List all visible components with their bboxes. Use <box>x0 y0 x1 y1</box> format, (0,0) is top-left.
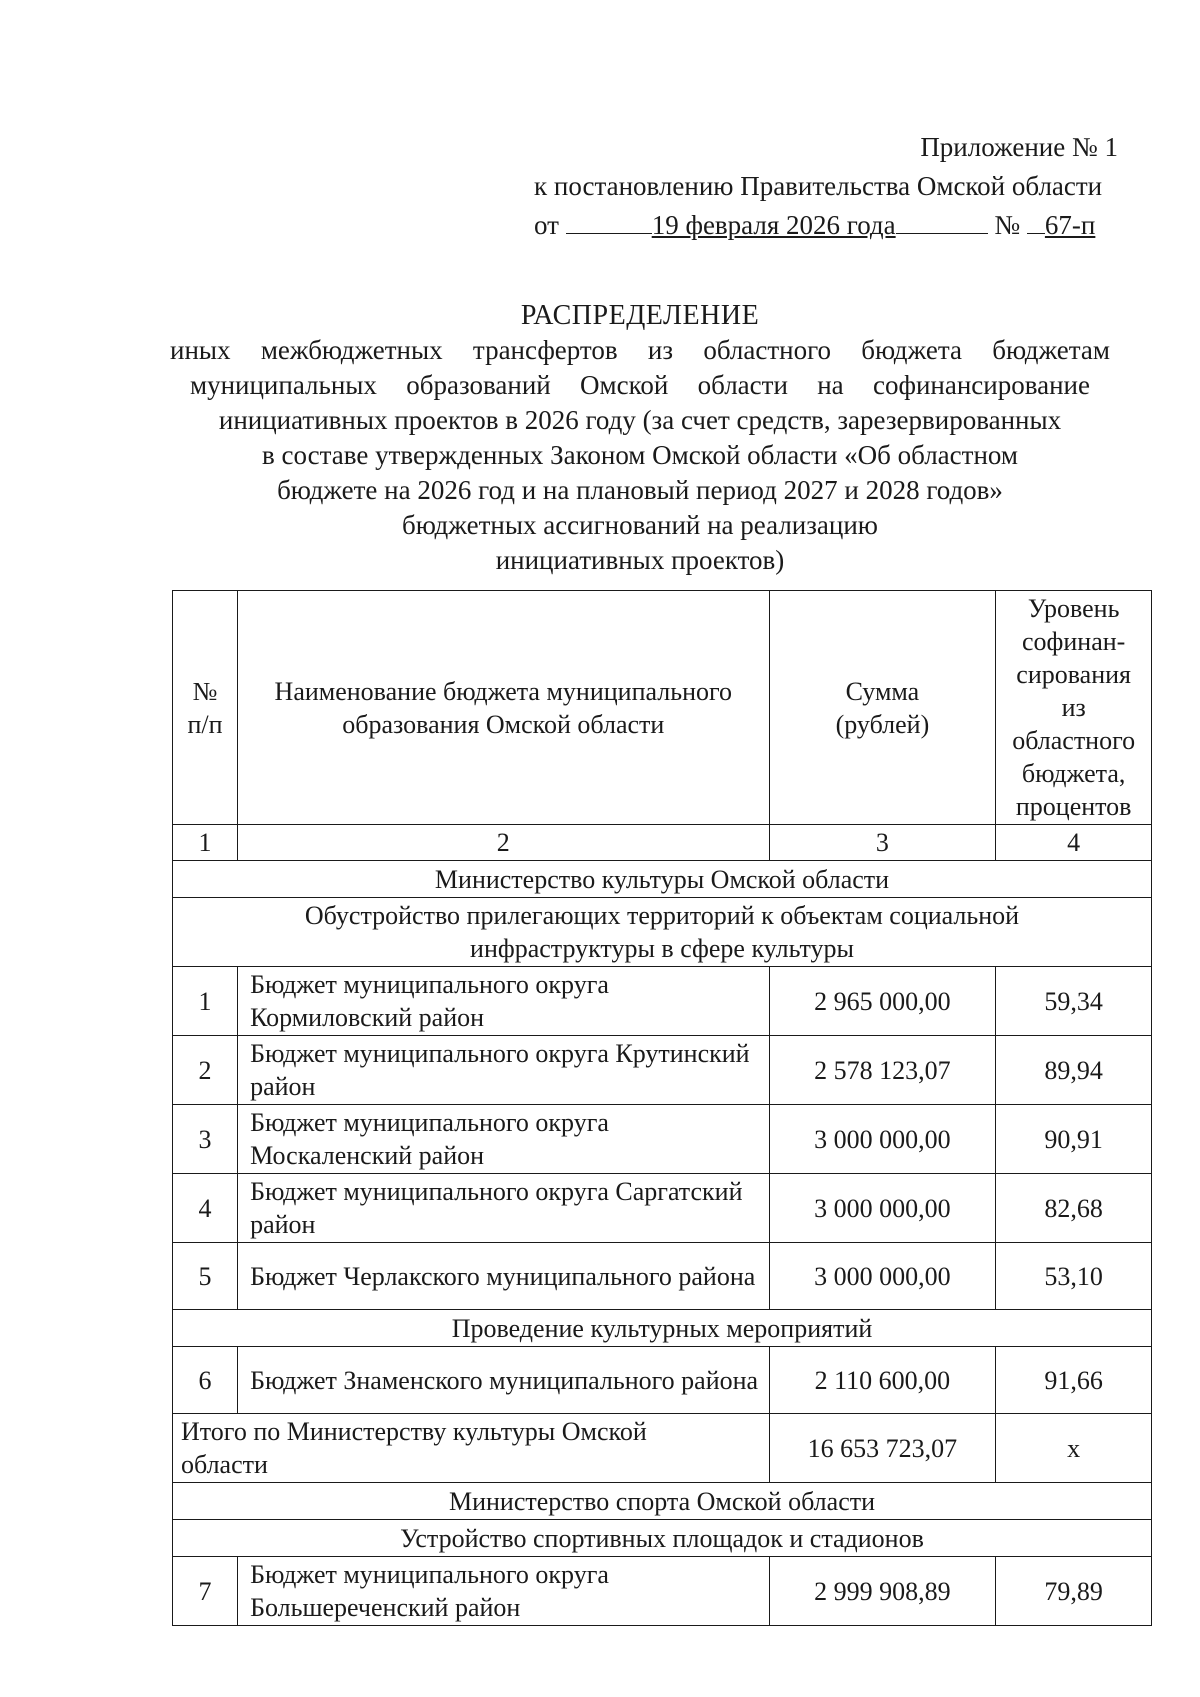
table-row <box>173 967 1152 1036</box>
row-name: Бюджет муниципального округа Саргатский район <box>238 1174 769 1243</box>
row-sum: 2 110 600,00 <box>769 1347 996 1414</box>
row-level: 79,89 <box>996 1557 1152 1626</box>
colnum: 4 <box>996 825 1152 861</box>
row-name: Бюджет муниципального округа Кормиловский район <box>238 967 769 1036</box>
underline-filler <box>566 209 652 234</box>
section-sport: Устройство спортивных площадок и стадионов <box>173 1520 1152 1557</box>
header-name: Наименование бюджета муниципального образования Омской области <box>238 591 769 825</box>
row-sum: 2 999 908,89 <box>769 1557 996 1626</box>
annex-date: 19 февраля 2026 года <box>651 210 896 240</box>
ministry-row <box>173 861 1152 898</box>
row-level: 91,66 <box>996 1347 1152 1414</box>
row-sum: 2 578 123,07 <box>769 1036 996 1105</box>
distribution-table <box>172 590 1152 1626</box>
table-row <box>173 1557 1152 1626</box>
annex-date-line <box>520 206 1140 245</box>
annex-title: Приложение № 1 <box>920 132 1118 162</box>
header-sum: Сумма (рублей) <box>769 591 996 825</box>
row-num: 1 <box>173 967 238 1036</box>
title-line: иных межбюджетных трансфертов из областного бюджета бюджетам <box>170 335 1110 365</box>
total-level: х <box>996 1414 1152 1483</box>
underline-filler <box>896 209 988 234</box>
row-name: Бюджет муниципального округа Крутинский район <box>238 1036 769 1105</box>
row-num: 6 <box>173 1347 238 1414</box>
row-num: 4 <box>173 1174 238 1243</box>
total-sum: 16 653 723,07 <box>769 1414 996 1483</box>
underline-filler <box>1027 209 1045 234</box>
header-level: Уровень софинан-сирования из областного бюджета, процентов <box>996 591 1152 825</box>
row-sum: 2 965 000,00 <box>769 967 996 1036</box>
table-row <box>173 1243 1152 1310</box>
row-num: 5 <box>173 1243 238 1310</box>
table-row <box>173 1174 1152 1243</box>
title-line: инициативных проектов) <box>495 545 785 575</box>
title-line: муниципальных образований Омской области на софинансирование <box>190 370 1090 400</box>
ministry-sport: Министерство спорта Омской области <box>173 1483 1152 1520</box>
colnum: 3 <box>769 825 996 861</box>
row-level: 90,91 <box>996 1105 1152 1174</box>
annex-decree: к постановлению Правительства Омской области <box>534 171 1103 201</box>
section-territory: Обустройство прилегающих территорий к объектам социальной инфраструктуры в сфере культуры <box>173 898 1152 967</box>
ministry-culture: Министерство культуры Омской области <box>173 861 1152 898</box>
row-name: Бюджет муниципального округа Москаленский район <box>238 1105 769 1174</box>
row-sum: 3 000 000,00 <box>769 1243 996 1310</box>
total-label: Итого по Министерству культуры Омской области <box>173 1414 770 1483</box>
row-name: Бюджет Черлакского муниципального района <box>238 1243 769 1310</box>
annex-prefix: от <box>534 210 559 240</box>
title-line: бюджетных ассигнований на реализацию <box>402 510 878 540</box>
section-row <box>173 898 1152 967</box>
row-level: 89,94 <box>996 1036 1152 1105</box>
table-row <box>173 1036 1152 1105</box>
annex-number-label: № <box>994 210 1021 240</box>
row-num: 7 <box>173 1557 238 1626</box>
section-row <box>173 1520 1152 1557</box>
row-level: 59,34 <box>996 967 1152 1036</box>
row-level: 53,10 <box>996 1243 1152 1310</box>
section-row <box>173 1310 1152 1347</box>
title-line: инициативных проектов в 2026 году (за счет средств, зарезервированных <box>218 405 1062 435</box>
title-line: в составе утвержденных Законом Омской области «Об областном <box>262 440 1018 470</box>
column-number-row <box>173 825 1152 861</box>
row-level: 82,68 <box>996 1174 1152 1243</box>
row-sum: 3 000 000,00 <box>769 1105 996 1174</box>
row-num: 2 <box>173 1036 238 1105</box>
title-line: бюджете на 2026 год и на плановый период 2027 и 2028 годов» <box>277 475 1003 505</box>
header-num: № п/п <box>173 591 238 825</box>
ministry-row <box>173 1483 1152 1520</box>
colnum: 1 <box>173 825 238 861</box>
annex-number: 67-п <box>1044 210 1096 240</box>
row-name: Бюджет Знаменского муниципального района <box>238 1347 769 1414</box>
colnum: 2 <box>238 825 769 861</box>
row-sum: 3 000 000,00 <box>769 1174 996 1243</box>
section-events: Проведение культурных мероприятий <box>173 1310 1152 1347</box>
table-header-row <box>173 591 1152 825</box>
annex-block <box>520 128 1140 245</box>
row-num: 3 <box>173 1105 238 1174</box>
document-title <box>170 298 1110 578</box>
total-row <box>173 1414 1152 1483</box>
table-row <box>173 1105 1152 1174</box>
title-heading: РАСПРЕДЕЛЕНИЕ <box>520 300 760 331</box>
row-name: Бюджет муниципального округа Большереченский район <box>238 1557 769 1626</box>
table-row <box>173 1347 1152 1414</box>
